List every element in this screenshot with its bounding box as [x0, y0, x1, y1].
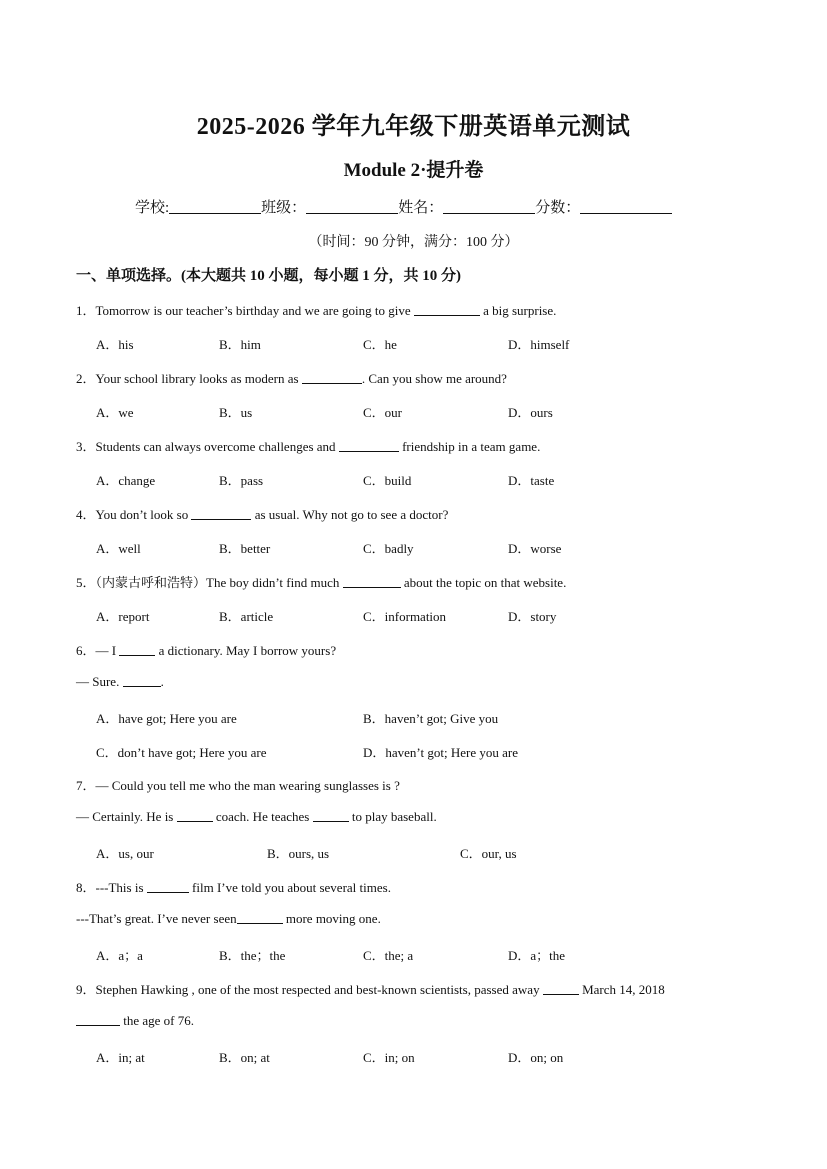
- question-9-cont: [76, 1013, 194, 1029]
- option-b[interactable]: B．pass: [219, 473, 264, 488]
- question-6-reply: [76, 674, 164, 690]
- question-stem: — Sure.: [76, 674, 123, 689]
- student-info-row: [135, 196, 672, 217]
- option-c[interactable]: C．badly: [363, 541, 414, 556]
- question-1: [76, 300, 556, 319]
- option-c[interactable]: C．our, us: [460, 846, 517, 861]
- class-label: 班级：: [261, 200, 307, 216]
- option-b[interactable]: B．article: [219, 609, 274, 624]
- option-b[interactable]: B．us: [219, 405, 253, 420]
- question-stem: 2．Your school library looks as modern as: [76, 371, 302, 386]
- name-blank[interactable]: [443, 199, 535, 214]
- question-8: [76, 877, 391, 896]
- section-heading: 一、单项选择。(本大题共 10 小题，每小题 1 分，共 10 分): [76, 268, 461, 284]
- question-stem: as usual. Why not go to see a doctor?: [251, 507, 449, 522]
- question-stem: more moving one.: [282, 911, 381, 926]
- answer-blank[interactable]: [123, 675, 161, 687]
- question-stem: coach. He teaches: [212, 809, 313, 824]
- option-d[interactable]: D．worse: [508, 541, 562, 556]
- question-5: [76, 572, 566, 591]
- option-a[interactable]: A．have got; Here you are: [96, 711, 237, 726]
- option-a[interactable]: A．in; at: [96, 1050, 145, 1065]
- question-stem: ---That’s great. I’ve never seen: [76, 911, 237, 926]
- option-d[interactable]: D．a；the: [508, 948, 566, 963]
- question-stem: to play baseball.: [348, 809, 437, 824]
- option-c[interactable]: C．information: [363, 609, 447, 624]
- answer-blank[interactable]: [339, 440, 399, 452]
- score-blank[interactable]: [580, 199, 672, 214]
- question-stem: 3．Students can always overcome challenges and: [76, 439, 339, 454]
- question-stem: March 14, 2018: [578, 982, 665, 997]
- option-a[interactable]: A．his: [96, 337, 134, 352]
- option-a[interactable]: A．well: [96, 541, 141, 556]
- option-c[interactable]: C．the; a: [363, 948, 414, 963]
- option-d[interactable]: D．taste: [508, 473, 555, 488]
- question-stem: a dictionary. May I borrow yours?: [155, 643, 337, 658]
- option-a[interactable]: A．a；a: [96, 948, 143, 963]
- option-b[interactable]: B．him: [219, 337, 261, 352]
- answer-blank[interactable]: [414, 304, 480, 316]
- school-blank[interactable]: [169, 199, 261, 214]
- score-label: 分数：: [535, 200, 581, 216]
- question-6: [76, 640, 336, 659]
- question-stem: friendship in a team game.: [398, 439, 541, 454]
- page-title: 2025-2026 学年九年级下册英语单元测试: [196, 114, 631, 140]
- question-stem: 6．— I: [76, 643, 120, 658]
- option-a[interactable]: A．report: [96, 609, 150, 624]
- answer-blank[interactable]: [543, 983, 579, 995]
- question-stem: a big surprise.: [479, 303, 557, 318]
- option-d[interactable]: D．story: [508, 609, 557, 624]
- answer-blank[interactable]: [119, 644, 155, 656]
- question-stem: — Certainly. He is: [76, 809, 177, 824]
- answer-blank[interactable]: [191, 508, 251, 520]
- school-label: 学校:: [135, 200, 170, 216]
- option-b[interactable]: B．haven’t got; Give you: [363, 711, 499, 726]
- question-7: [76, 775, 400, 794]
- option-a[interactable]: A．we: [96, 405, 134, 420]
- option-d[interactable]: D．haven’t got; Here you are: [363, 745, 518, 760]
- question-stem: film I’ve told you about several times.: [188, 880, 391, 895]
- question-stem: .: [160, 674, 164, 689]
- class-blank[interactable]: [306, 199, 398, 214]
- option-c[interactable]: C．in; on: [363, 1050, 415, 1065]
- question-stem: 7．— Could you tell me who the man wearing sunglasses is ?: [76, 778, 400, 793]
- answer-blank[interactable]: [237, 912, 283, 924]
- question-4: [76, 504, 448, 523]
- time-info: （时间：90 分钟，满分：100 分）: [308, 235, 519, 250]
- answer-blank[interactable]: [313, 810, 349, 822]
- option-d[interactable]: D．himself: [508, 337, 570, 352]
- question-2: [76, 368, 507, 387]
- question-stem: 5．（内蒙古呼和浩特）The boy didn’t find much: [76, 575, 343, 590]
- answer-blank[interactable]: [147, 881, 189, 893]
- name-label: 姓名：: [398, 200, 444, 216]
- question-stem: . Can you show me around?: [361, 371, 507, 386]
- option-a[interactable]: A．change: [96, 473, 156, 488]
- answer-blank[interactable]: [343, 576, 401, 588]
- question-stem: 8．---This is: [76, 880, 147, 895]
- question-8-reply: [76, 911, 381, 927]
- question-stem: about the topic on that website.: [400, 575, 567, 590]
- answer-blank[interactable]: [177, 810, 213, 822]
- option-c[interactable]: C．don’t have got; Here you are: [96, 745, 267, 760]
- option-d[interactable]: D．ours: [508, 405, 553, 420]
- answer-blank[interactable]: [302, 372, 362, 384]
- option-c[interactable]: C．our: [363, 405, 403, 420]
- option-b[interactable]: B．the；the: [219, 948, 286, 963]
- option-c[interactable]: C．he: [363, 337, 397, 352]
- question-stem: the age of 76.: [120, 1013, 195, 1028]
- page-subtitle: Module 2·提升卷: [343, 160, 484, 181]
- question-stem: 9．Stephen Hawking , one of the most respected and best-known scientists, passed away: [76, 982, 543, 997]
- question-7-reply: [76, 809, 437, 825]
- option-b[interactable]: B．better: [219, 541, 271, 556]
- question-9: [76, 979, 665, 998]
- question-stem: 1．Tomorrow is our teacher’s birthday and we are going to give: [76, 303, 414, 318]
- option-d[interactable]: D．on; on: [508, 1050, 564, 1065]
- option-a[interactable]: A．us, our: [96, 846, 154, 861]
- option-b[interactable]: B．ours, us: [267, 846, 330, 861]
- option-b[interactable]: B．on; at: [219, 1050, 270, 1065]
- question-3: [76, 436, 540, 455]
- option-c[interactable]: C．build: [363, 473, 412, 488]
- question-stem: 4．You don’t look so: [76, 507, 192, 522]
- answer-blank[interactable]: [76, 1014, 120, 1026]
